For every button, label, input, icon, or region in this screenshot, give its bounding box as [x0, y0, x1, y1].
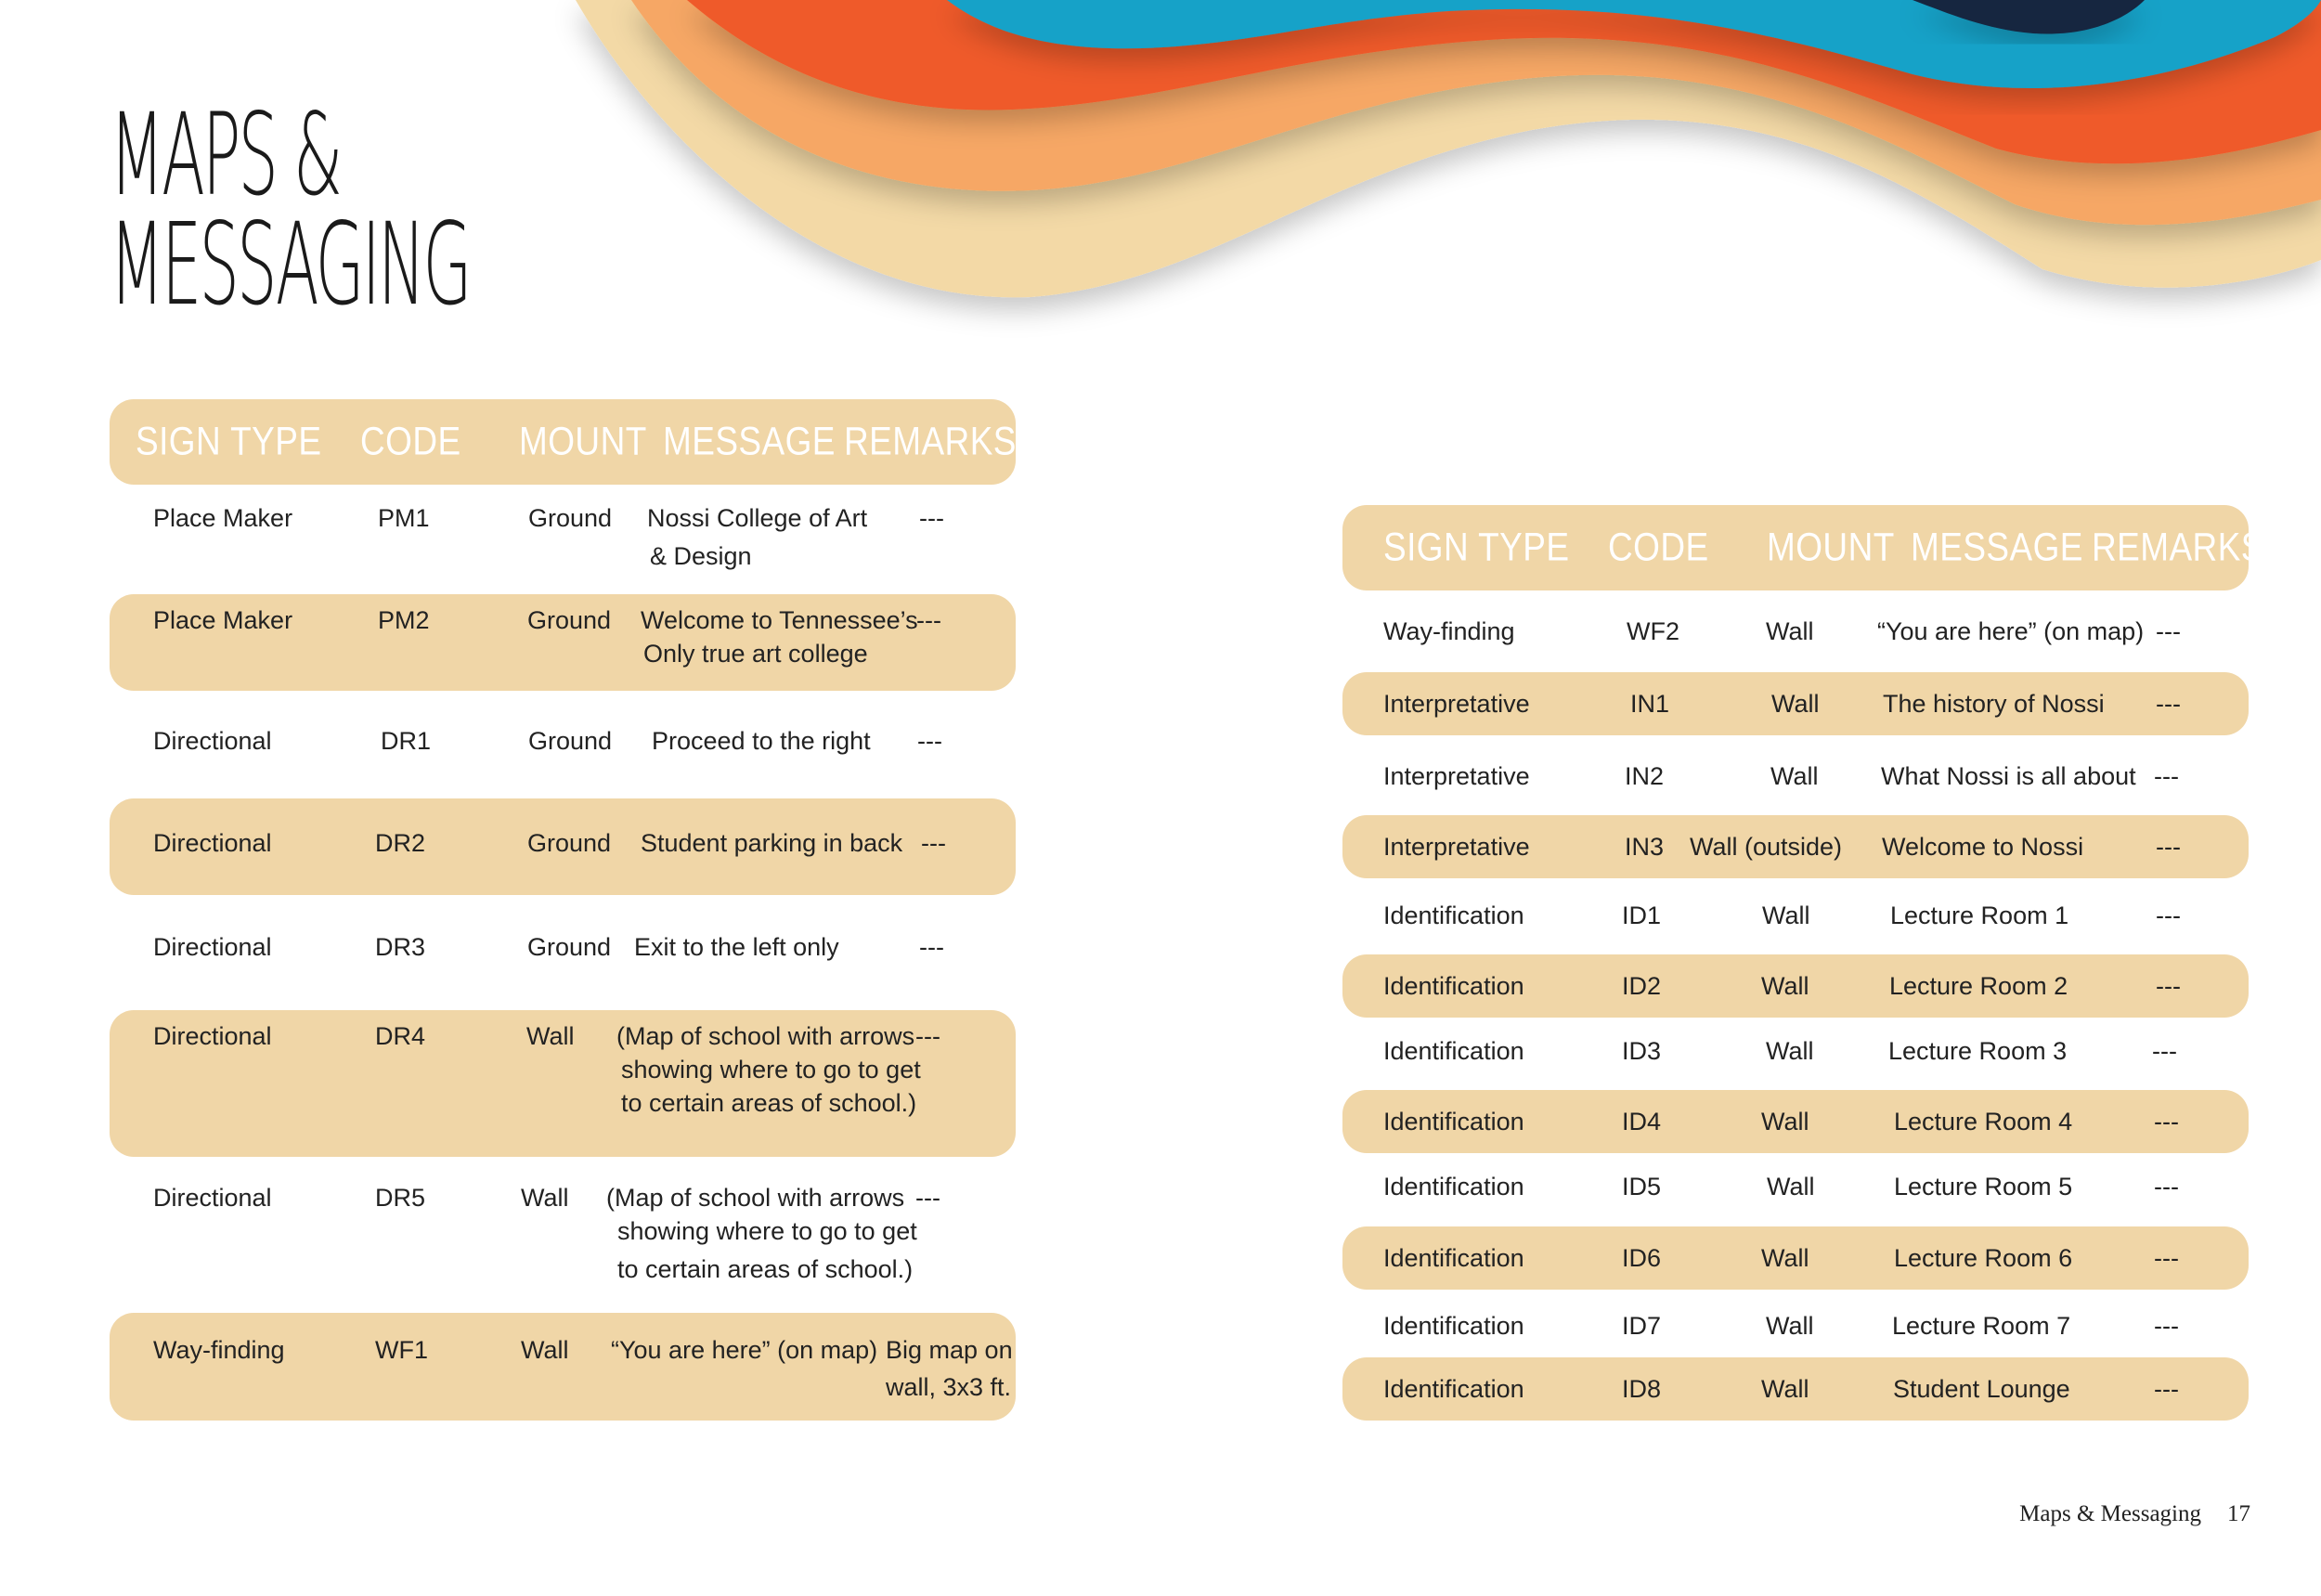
- cell-sign-type: Directional: [153, 1184, 272, 1212]
- cell-code: DR4: [375, 1022, 426, 1050]
- header-message: MESSAGE: [663, 419, 836, 464]
- cell-sign-type: Interpretative: [1383, 762, 1530, 790]
- cell-sign-type: Identification: [1383, 1108, 1524, 1135]
- cell-mount: Wall: [1761, 1108, 1809, 1135]
- table-row: [1342, 1226, 2249, 1290]
- cell-message: Welcome to Nossi: [1882, 833, 2084, 861]
- cell-remarks: wall, 3x3 ft.: [886, 1373, 1012, 1401]
- cell-mount: Wall: [1761, 972, 1809, 1000]
- table-row: [110, 928, 1016, 984]
- page-footer: [2019, 1501, 2250, 1527]
- cell-code: ID4: [1622, 1108, 1662, 1135]
- cell-code: PM2: [378, 606, 430, 634]
- cell-remarks: ---: [2156, 617, 2181, 645]
- cell-message: Lecture Room 1: [1890, 902, 2069, 929]
- right-sign-table: [1342, 505, 2264, 1422]
- cell-remarks: ---: [2154, 1173, 2179, 1200]
- cell-sign-type: Way-finding: [153, 1336, 285, 1364]
- cell-remarks: ---: [2156, 833, 2181, 861]
- cell-sign-type: Identification: [1383, 1375, 1524, 1403]
- cell-mount: Wall: [521, 1184, 569, 1212]
- cell-remarks: ---: [916, 606, 941, 634]
- header-sign-type: SIGN TYPE: [136, 419, 322, 464]
- cell-message: Student Lounge: [1893, 1375, 2070, 1403]
- cell-message: Welcome to Tennessee’s: [641, 606, 918, 634]
- cell-message: Proceed to the right: [652, 727, 871, 755]
- cell-sign-type: Place Maker: [153, 606, 293, 634]
- cell-code: ID5: [1622, 1173, 1662, 1200]
- header-code: CODE: [360, 419, 461, 464]
- cell-code: ID8: [1622, 1375, 1662, 1403]
- cell-code: ID6: [1622, 1244, 1662, 1272]
- cell-remarks: ---: [2154, 1108, 2179, 1135]
- cell-code: PM1: [378, 504, 430, 532]
- cell-message: to certain areas of school.): [617, 1255, 914, 1283]
- cell-message: & Design: [650, 542, 752, 570]
- cell-mount: Wall: [1770, 762, 1819, 790]
- cell-message: to certain areas of school.): [621, 1089, 917, 1117]
- cell-remarks: ---: [917, 727, 942, 755]
- header-code: CODE: [1608, 525, 1709, 570]
- cell-mount: Ground: [527, 933, 612, 961]
- cell-remarks: ---: [915, 1184, 940, 1212]
- cell-code: WF1: [375, 1336, 428, 1364]
- cell-code: WF2: [1627, 617, 1679, 645]
- cell-code: ID3: [1622, 1037, 1662, 1065]
- header-mount: MOUNT: [519, 419, 647, 464]
- cell-code: IN2: [1625, 762, 1665, 790]
- table-row: [110, 1313, 1016, 1421]
- cell-mount: Ground: [527, 829, 612, 857]
- table-row: [1342, 815, 2249, 878]
- table-header: [1342, 505, 2264, 590]
- table-row: [1342, 748, 2249, 804]
- cell-mount: Wall: [1767, 1173, 1815, 1200]
- cell-sign-type: Interpretative: [1383, 690, 1530, 718]
- page-number: 17: [2227, 1501, 2250, 1526]
- cell-message: The history of Nossi: [1883, 690, 2105, 718]
- cell-sign-type: Identification: [1383, 1244, 1524, 1272]
- cell-code: ID1: [1622, 902, 1662, 929]
- cell-remarks: ---: [2154, 1244, 2179, 1272]
- left-sign-table: [110, 399, 1016, 1421]
- table-row: [110, 798, 1016, 895]
- table-header: [110, 399, 1016, 485]
- header-sign-type: SIGN TYPE: [1383, 525, 1570, 570]
- cell-mount: Wall: [521, 1336, 569, 1364]
- cell-sign-type: Directional: [153, 933, 272, 961]
- footer-section-title: Maps & Messaging: [2019, 1501, 2201, 1526]
- table-row: [110, 722, 1016, 778]
- cell-sign-type: Identification: [1383, 1037, 1524, 1065]
- cell-code: IN3: [1625, 833, 1665, 861]
- cell-mount: Wall: [526, 1022, 575, 1050]
- cell-remarks: ---: [919, 933, 944, 961]
- cell-code: IN1: [1630, 690, 1670, 718]
- cell-mount: Wall: [1761, 1375, 1809, 1403]
- table-row: [110, 1010, 1016, 1157]
- cell-sign-type: Identification: [1383, 902, 1524, 929]
- cell-mount: Wall (outside): [1690, 833, 1843, 861]
- header-mount: MOUNT: [1767, 525, 1895, 570]
- cell-message: showing where to go to get: [621, 1056, 921, 1083]
- cell-remarks: ---: [2154, 1375, 2179, 1403]
- table-row: [110, 594, 1016, 691]
- cell-mount: Ground: [528, 727, 613, 755]
- cell-remarks: ---: [2154, 762, 2179, 790]
- cell-message: Only true art college: [643, 640, 868, 668]
- page-title: MAPS & MESSAGING: [110, 89, 470, 331]
- table-row: [1342, 1357, 2249, 1421]
- cell-sign-type: Identification: [1383, 1312, 1524, 1340]
- cell-code: DR2: [375, 829, 426, 857]
- table-row: [1342, 891, 2249, 947]
- cell-mount: Wall: [1766, 1037, 1814, 1065]
- cell-message: Lecture Room 6: [1894, 1244, 2073, 1272]
- cell-code: ID2: [1622, 972, 1662, 1000]
- cell-sign-type: Directional: [153, 1022, 272, 1050]
- cell-message: Lecture Room 3: [1888, 1037, 2068, 1065]
- cell-message: (Map of school with arrows: [606, 1184, 905, 1212]
- cell-code: DR5: [375, 1184, 426, 1212]
- table-row: [1342, 1302, 2249, 1354]
- cell-mount: Ground: [527, 606, 612, 634]
- header-remarks: REMARKS: [2092, 525, 2264, 570]
- cell-code: DR3: [375, 933, 426, 961]
- header-remarks: REMARKS: [844, 419, 1017, 464]
- cell-mount: Wall: [1766, 617, 1814, 645]
- cell-message: Lecture Room 7: [1892, 1312, 2071, 1340]
- table-row: [1342, 1166, 2249, 1218]
- cell-sign-type: Directional: [153, 727, 272, 755]
- header-message: MESSAGE: [1911, 525, 2083, 570]
- cell-remarks: ---: [2156, 690, 2181, 718]
- cell-remarks: ---: [919, 504, 944, 532]
- cell-mount: Wall: [1762, 902, 1810, 929]
- cell-sign-type: Way-finding: [1383, 617, 1515, 645]
- cell-mount: Wall: [1771, 690, 1820, 718]
- cell-sign-type: Place Maker: [153, 504, 293, 532]
- cell-message: (Map of school with arrows: [616, 1022, 915, 1050]
- cell-message: Nossi College of Art: [647, 504, 868, 532]
- cell-message: What Nossi is all about: [1881, 762, 2136, 790]
- table-row: [1342, 1090, 2249, 1153]
- cell-mount: Ground: [528, 504, 613, 532]
- cell-sign-type: Identification: [1383, 972, 1524, 1000]
- table-row: [1342, 954, 2249, 1018]
- cell-mount: Wall: [1766, 1312, 1814, 1340]
- cell-remarks: Big map on: [886, 1336, 1013, 1364]
- cell-remarks: ---: [915, 1022, 940, 1050]
- cell-message: Lecture Room 2: [1889, 972, 2068, 1000]
- cell-message: showing where to go to get: [617, 1217, 917, 1245]
- table-row: [110, 500, 1016, 574]
- cell-message: “You are here” (on map): [1877, 617, 2145, 645]
- cell-message: Student parking in back: [641, 829, 903, 857]
- cell-remarks: ---: [2156, 972, 2181, 1000]
- cell-remarks: ---: [2154, 1312, 2179, 1340]
- cell-sign-type: Interpretative: [1383, 833, 1530, 861]
- cell-remarks: ---: [921, 829, 946, 857]
- cell-message: “You are here” (on map): [611, 1336, 878, 1364]
- table-row: [1342, 603, 2249, 659]
- cell-mount: Wall: [1761, 1244, 1809, 1272]
- cell-message: Exit to the left only: [634, 933, 839, 961]
- cell-code: DR1: [381, 727, 432, 755]
- table-row: [110, 1179, 1016, 1300]
- cell-remarks: ---: [2152, 1037, 2177, 1065]
- cell-sign-type: Identification: [1383, 1173, 1524, 1200]
- cell-message: Lecture Room 5: [1894, 1173, 2073, 1200]
- cell-sign-type: Directional: [153, 829, 272, 857]
- table-row: [1342, 1031, 2249, 1083]
- cell-code: ID7: [1622, 1312, 1662, 1340]
- table-row: [1342, 672, 2249, 735]
- cell-remarks: ---: [2156, 902, 2181, 929]
- cell-message: Lecture Room 4: [1894, 1108, 2073, 1135]
